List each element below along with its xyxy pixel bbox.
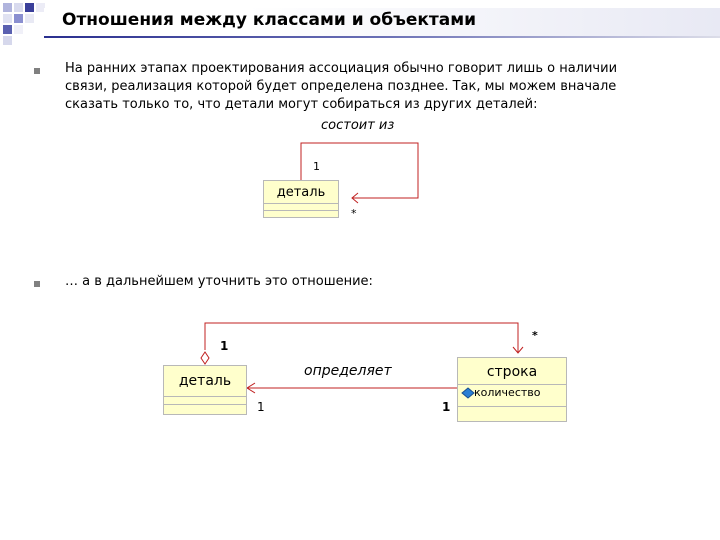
multiplicity-bottom-left: 1 (257, 400, 265, 414)
attribute-visibility-icon (461, 387, 475, 399)
class-name: деталь (178, 373, 232, 389)
class-name: деталь (276, 185, 326, 200)
bullet-1-line: связи, реализация которой будет определена позднее. Так, мы можем вначале (65, 79, 617, 94)
association-label: состоит из (321, 118, 395, 133)
class-compartment (164, 396, 246, 397)
class-compartment (264, 203, 338, 204)
class-attribute: количество (474, 386, 541, 399)
multiplicity-bottom-right: 1 (442, 400, 451, 414)
class-box-detail[interactable] (263, 180, 339, 218)
aggregation-diamond (201, 352, 209, 364)
bullet-2-line: … а в дальнейшем уточнить это отношение: (65, 274, 373, 289)
class-compartment (458, 406, 566, 407)
class-box-string[interactable] (457, 357, 567, 422)
class-name: строка (486, 364, 538, 380)
class-compartment (264, 210, 338, 211)
multiplicity-one: 1 (313, 160, 320, 173)
association-label: определяет (304, 363, 392, 379)
multiplicity-top-left: 1 (220, 339, 229, 353)
multiplicity-top-right: * (532, 329, 538, 342)
slide-title: Отношения между классами и объектами (62, 10, 477, 30)
class-box-detail[interactable] (163, 365, 247, 415)
bullet-1-line: На ранних этапах проектирования ассоциация обычно говорит лишь о наличии (65, 61, 618, 76)
class-compartment (164, 404, 246, 405)
class-compartment (458, 384, 566, 385)
bullet-1-line: сказать только то, что детали могут собираться из других деталей: (65, 97, 538, 112)
top-association-line (205, 323, 518, 352)
multiplicity-many: * (351, 207, 357, 220)
